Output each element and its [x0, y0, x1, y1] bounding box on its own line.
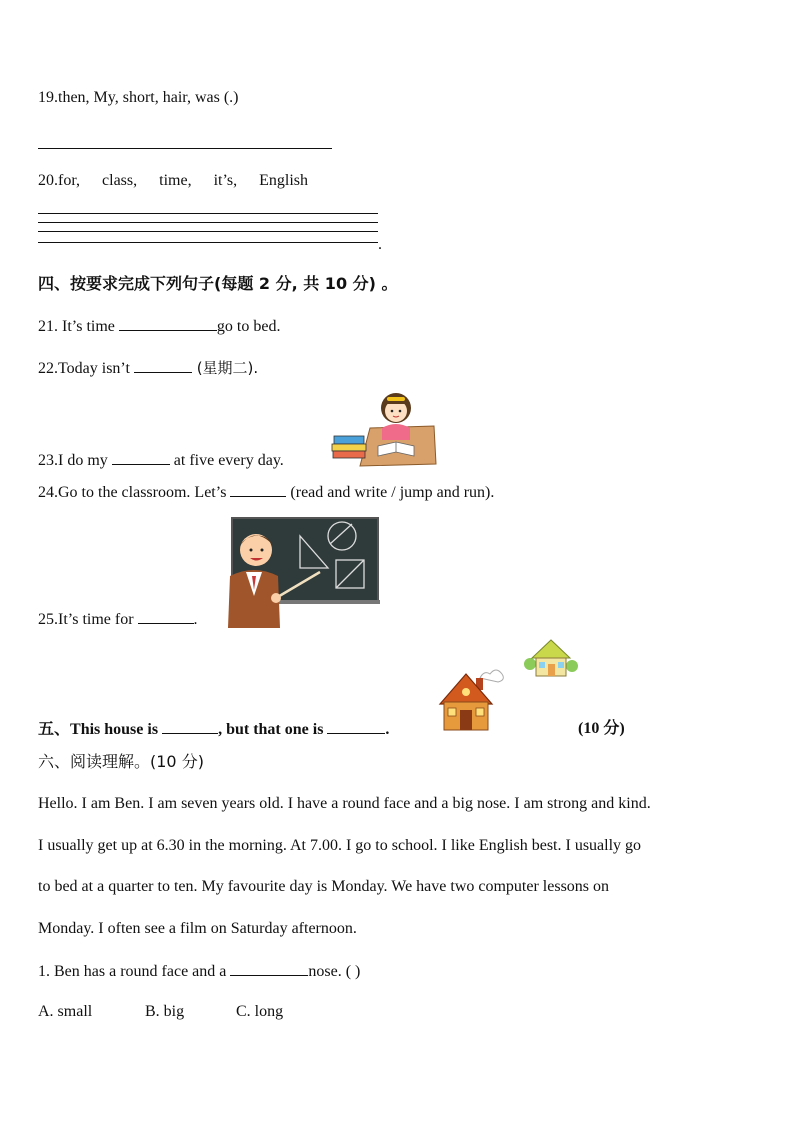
answer-line[interactable] [38, 148, 332, 149]
answer-blank[interactable] [119, 316, 217, 331]
word: class, [102, 172, 138, 189]
answer-blank[interactable] [138, 609, 194, 624]
answer-blank[interactable] [134, 358, 192, 373]
question-text: 1. Ben has a round face and a [38, 963, 231, 980]
question-number: 19. [38, 89, 58, 106]
writing-line[interactable] [38, 222, 378, 223]
reading-question-1 [38, 961, 360, 982]
question-21 [38, 316, 280, 337]
question-text: nose. ( ) [308, 963, 361, 980]
question-text: (read and write / jump and run). [286, 484, 495, 501]
question-20 [38, 171, 330, 191]
question-text: It’s time for [58, 611, 138, 628]
section-5-score: (10 分) [578, 720, 625, 737]
section-5 [38, 719, 389, 740]
answer-blank[interactable] [327, 719, 385, 734]
word: English [259, 172, 309, 189]
passage-line: to bed at a quarter to ten. My favourite day is Monday. We have two computer lessons on [38, 878, 610, 895]
section-4-title: 四、按要求完成下列句子(每题 2 分, 共 10 分) 。 [38, 274, 398, 293]
writing-line[interactable] [38, 231, 378, 232]
question-text: . [193, 611, 198, 628]
answer-blank[interactable] [162, 719, 218, 734]
option-c[interactable]: C. long [236, 1003, 284, 1020]
question-text: Today isn’t [58, 360, 134, 377]
word: it’s, [213, 172, 238, 189]
passage-line: Hello. I am Ben. I am seven years old. I have a round face and a big nose. I am strong and kind. [38, 795, 651, 812]
question-number: 21 [38, 318, 54, 335]
option-a[interactable]: A. small [38, 1003, 93, 1020]
writing-line[interactable] [38, 242, 378, 243]
question-text: . It’s time [54, 318, 119, 335]
question-23 [38, 450, 284, 471]
question-number: 25. [38, 611, 58, 628]
answer-blank[interactable] [112, 450, 170, 465]
question-19 [38, 88, 239, 108]
question-22 [38, 358, 258, 379]
question-text: This house is [70, 721, 163, 738]
question-text: , but that one is [218, 721, 328, 738]
question-text: (星期二). [191, 359, 259, 377]
answer-blank[interactable] [230, 961, 308, 976]
question-text: then, My, short, hair, was (.) [58, 89, 239, 106]
question-text: Go to the classroom. Let’s [58, 484, 231, 501]
question-25 [38, 609, 198, 630]
answer-options [38, 1002, 283, 1022]
end-mark: . [378, 236, 382, 253]
question-number: 23. [38, 452, 58, 469]
word: for, [58, 172, 81, 189]
question-number: 24. [38, 484, 58, 501]
question-24 [38, 482, 494, 503]
question-text: I do my [58, 452, 112, 469]
writing-line[interactable] [38, 213, 378, 214]
question-number: 22. [38, 360, 58, 377]
passage-line: I usually get up at 6.30 in the morning. At 7.00. I go to school. I like English best. I usually go [38, 837, 642, 854]
question-text: at five every day. [169, 452, 284, 469]
question-text: . [385, 721, 390, 738]
girl-studying-image [330, 388, 438, 468]
teacher-blackboard-image [224, 516, 380, 628]
passage-line: Monday. I often see a film on Saturday afternoon. [38, 920, 357, 937]
option-b[interactable]: B. big [145, 1003, 185, 1020]
small-house-image [524, 636, 578, 678]
word: time, [159, 172, 192, 189]
section-number: 五、 [38, 719, 71, 738]
answer-blank[interactable] [230, 482, 286, 497]
section-6-title: 六、阅读理解。(10 分) [38, 752, 204, 771]
big-house-image [436, 664, 506, 734]
question-text: go to bed. [216, 318, 281, 335]
question-number: 20. [38, 172, 58, 189]
